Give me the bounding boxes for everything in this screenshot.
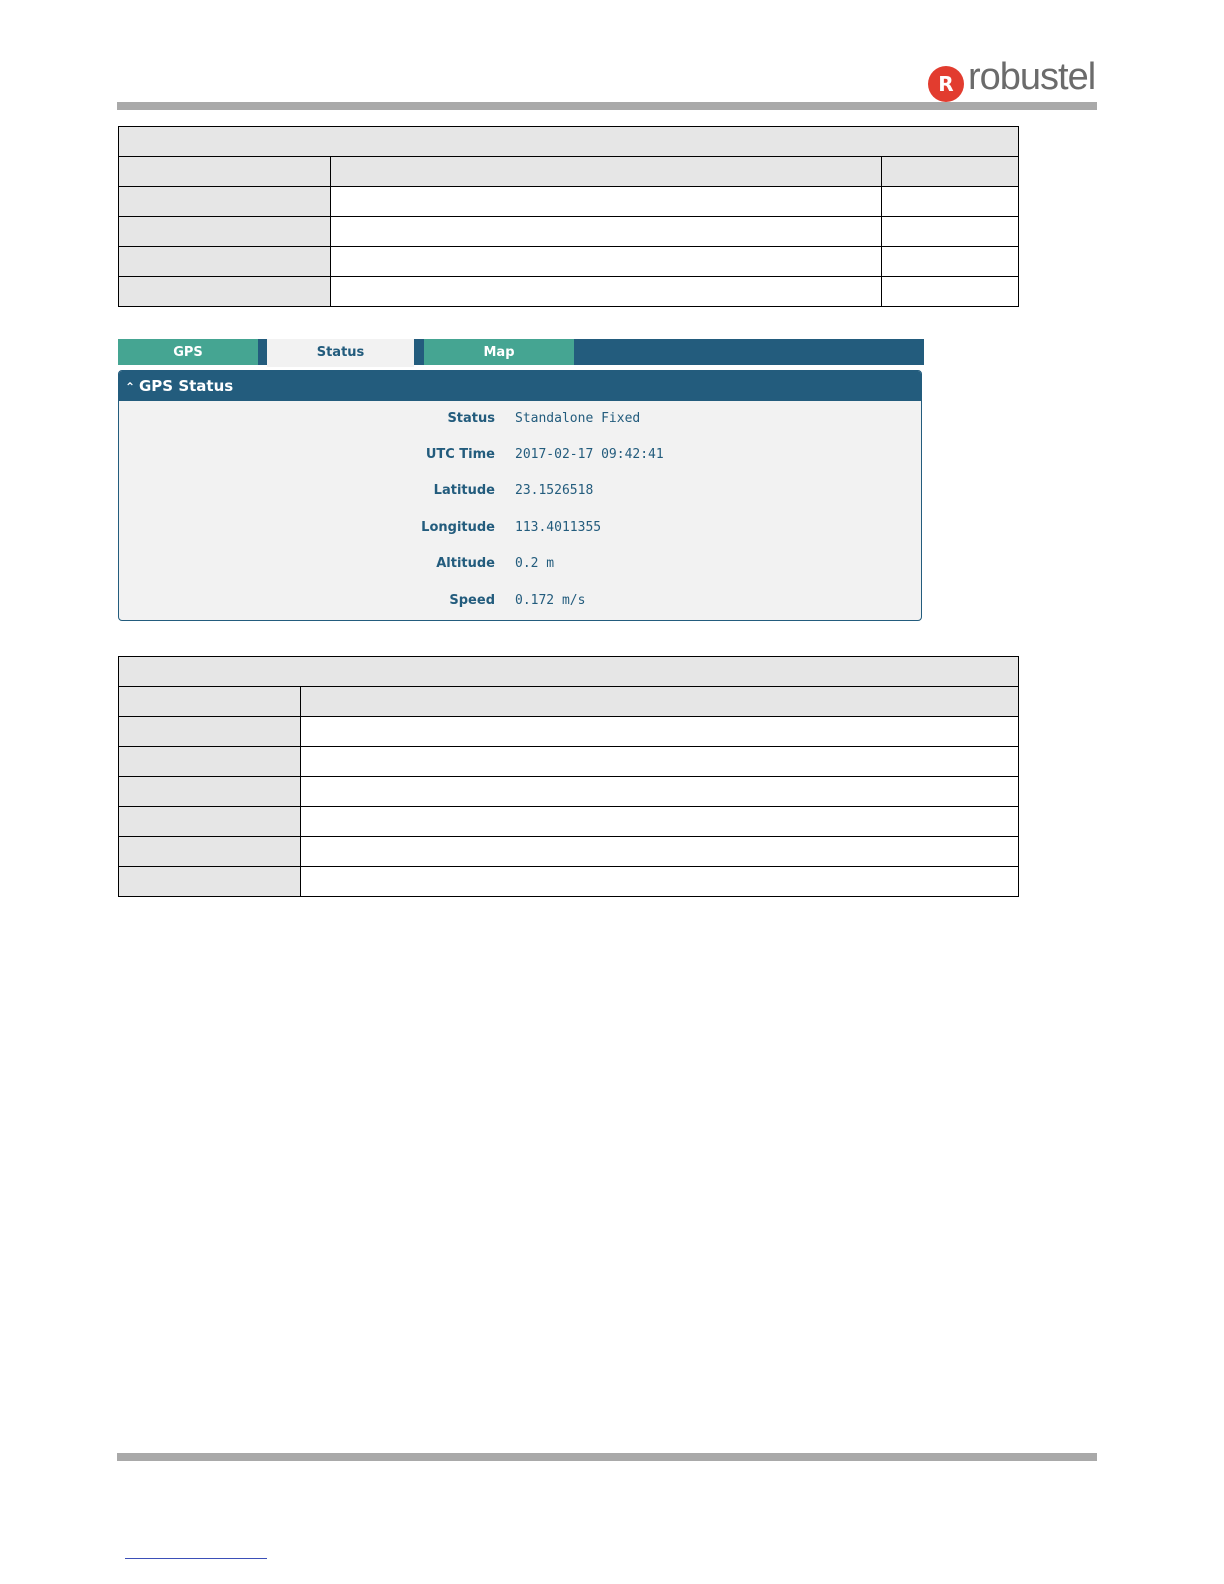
table-header-row [119,687,1019,717]
table-row [119,837,1019,867]
panel-title: GPS Status [139,377,234,395]
chevron-up-icon[interactable]: ⌃ [125,380,136,394]
table-row [119,717,1019,747]
table-cell [119,867,301,897]
parameter-table-bottom [118,656,1019,897]
footer-rule [117,1453,1097,1461]
gps-status-panel [118,370,922,621]
table-cell [882,247,1019,277]
speed-row [119,593,921,613]
footer-link-underline [125,1558,267,1559]
tab-bar [118,339,924,365]
latitude-row [119,483,921,503]
speed-value: 0.172 m/s [515,593,586,608]
utc-time-label: UTC Time [425,447,495,462]
table-cell [331,157,882,187]
table-title-row [119,657,1019,687]
brand-name: robustel [968,56,1096,98]
table-cell [331,247,882,277]
latitude-value: 23.1526518 [515,483,594,498]
longitude-value: 113.4011355 [515,520,602,535]
table-row [119,277,1019,307]
table-cell [119,277,331,307]
table-cell [882,187,1019,217]
table-cell [331,187,882,217]
table-row [119,747,1019,777]
utc-time-row [119,447,921,467]
table-cell [301,747,1019,777]
utc-time-value: 2017-02-17 09:42:41 [515,447,664,462]
table-cell [119,127,1019,157]
speed-label: Speed [449,593,495,608]
longitude-label: Longitude [421,520,495,535]
tab-separator [258,339,264,365]
table-cell [301,867,1019,897]
table-cell [119,777,301,807]
status-label: Status [447,411,495,426]
brand-badge-icon: R [928,66,964,102]
table-cell [331,277,882,307]
table-cell [119,657,1019,687]
table-cell [119,807,301,837]
parameter-table-top [118,126,1019,307]
table-cell [119,717,301,747]
longitude-row [119,520,921,540]
header-rule [117,102,1097,110]
table-row [119,777,1019,807]
table-row [119,807,1019,837]
table-header-row [119,157,1019,187]
altitude-label: Altitude [436,556,495,571]
table-row [119,867,1019,897]
status-value: Standalone Fixed [515,411,641,426]
altitude-row [119,556,921,576]
table-cell [331,217,882,247]
table-cell [119,747,301,777]
table-cell [119,157,331,187]
panel-header[interactable] [119,371,921,401]
table-cell [301,687,1019,717]
tab-status[interactable]: Status [267,339,414,367]
status-row [119,411,921,431]
altitude-value: 0.2 m [515,556,555,571]
tab-map[interactable]: Map [424,339,574,365]
table-cell [882,217,1019,247]
tab-separator [416,339,422,365]
table-cell [119,837,301,867]
table-cell [301,807,1019,837]
table-row [119,217,1019,247]
brand-logo [928,56,1096,104]
table-cell [301,717,1019,747]
latitude-label: Latitude [433,483,495,498]
table-cell [119,687,301,717]
table-cell [301,837,1019,867]
table-cell [882,157,1019,187]
table-cell [119,217,331,247]
tab-gps[interactable]: GPS [118,339,258,365]
table-cell [301,777,1019,807]
table-title-row [119,127,1019,157]
gps-status-screenshot [118,339,924,622]
table-row [119,187,1019,217]
table-cell [119,247,331,277]
table-cell [882,277,1019,307]
table-row [119,247,1019,277]
table-cell [119,187,331,217]
